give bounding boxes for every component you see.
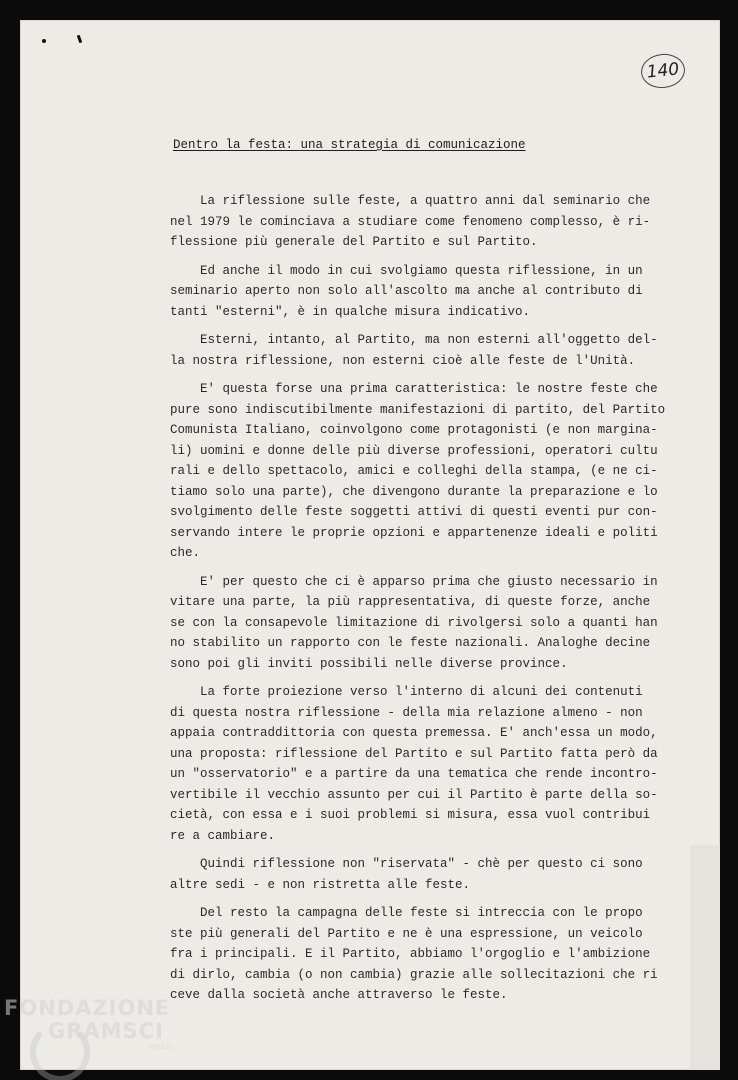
text-line: vitare una parte, la più rappresentativa, di queste forze, anche [170,595,651,609]
text-line: Esterni, intanto, al Partito, ma non esterni all'oggetto del- [170,333,658,347]
text-line: svolgimento delle feste soggetti attivi di questi eventi pur con- [170,505,658,519]
paragraph [170,379,666,564]
paragraph [170,682,658,846]
text-line: che. [170,546,201,560]
text-line: nel 1979 le cominciava a studiare come fenomeno complesso, è ri- [170,214,651,229]
watermark-line2: GRAMSCI [48,1019,164,1043]
text-line: La riflessione sulle feste, a quattro anni dal seminario che [170,194,651,208]
text-line: tanti "esterni", è in qualche misura indicativo. [170,304,531,319]
text-line: li) uomini e donne delle più diverse professioni, operatori cultu [170,443,658,458]
text-line: di dirlo, cambia (o non cambia) grazie alle sollecitazioni che ri [170,967,658,982]
watermark-logo [4,998,173,1052]
text-line: sono poi gli inviti possibili nelle diverse province. [170,656,568,671]
text-line: se con la consapevole limitazione di rivolgersi solo a quanti han [170,615,658,630]
page-number-stamp: 140 [639,52,686,90]
text-line: la nostra riflessione, non esterni cioè alle feste de l'Unità. [170,353,636,368]
paragraph [170,191,651,253]
watermark-line1: FONDAZIONE [4,996,171,1020]
text-line: ste più generali del Partito e ne è una espressione, un veicolo [170,926,643,941]
paragraph [170,854,643,895]
document-body [170,191,666,1014]
text-line: seminario aperto non solo all'ascolto ma anche al contributo di [170,284,643,298]
text-line: vertibile il vecchio assunto per cui il Partito è parte della so- [170,787,658,802]
paragraph [170,903,658,1006]
paragraph [170,572,658,675]
text-line: fra i principali. E il Partito, abbiamo l'orgoglio e l'ambizione [170,947,651,961]
text-line: cietà, con essa e i suoi problemi si misura, essa vuol contribui [170,808,651,822]
text-line: una proposta: riflessione del Partito e sul Partito fatta però da [170,746,658,761]
text-line: La forte proiezione verso l'interno di alcuni dei contenuti [170,685,643,699]
text-line: Quindi riflessione non "riservata" - chè per questo ci sono [170,857,643,871]
text-line: un "osservatorio" e a partire da una tematica che rende incontro- [170,767,658,781]
text-line: Ed anche il modo in cui svolgiamo questa riflessione, in un [170,263,643,278]
ink-dot [42,39,46,43]
watermark-line3: onlus [149,1042,174,1052]
text-line: Comunista Italiano, coinvolgono come protagonisti (e non margina- [170,423,658,437]
text-line: tiamo solo una parte), che divengono durante la preparazione e lo [170,484,658,499]
text-line: ceve dalla società anche attraverso le feste. [170,988,508,1002]
text-line: altre sedi - e non ristretta alle feste. [170,877,471,892]
text-line: E' per questo che ci è apparso prima che giusto necessario in [170,574,658,589]
text-line: E' questa forse una prima caratteristica: le nostre feste che [170,382,658,396]
text-line: Del resto la campagna delle feste si intreccia con le propo [170,906,643,920]
text-line: flessione più generale del Partito e sul Partito. [170,235,538,249]
paragraph [170,261,643,323]
text-line: no stabilito un rapporto con le feste nazionali. Analoghe decine [170,636,651,650]
document-title: Dentro la festa: una strategia di comunicazione [173,138,526,152]
text-line: rali e dello spettacolo, amici e colleghi della stampa, (e ne ci- [170,464,658,478]
page-edge [690,845,720,1070]
text-line: appaia contraddittoria con questa premessa. E' anch'essa un modo, [170,726,658,740]
paragraph [170,330,658,371]
text-line: re a cambiare. [170,828,276,843]
text-line: di questa nostra riflessione - della mia relazione almeno - non [170,705,643,720]
text-line: servando intere le proprie opzioni e appartenenze ideali e politi [170,525,658,540]
text-line: pure sono indiscutibilmente manifestazioni di partito, del Partito [170,402,666,417]
